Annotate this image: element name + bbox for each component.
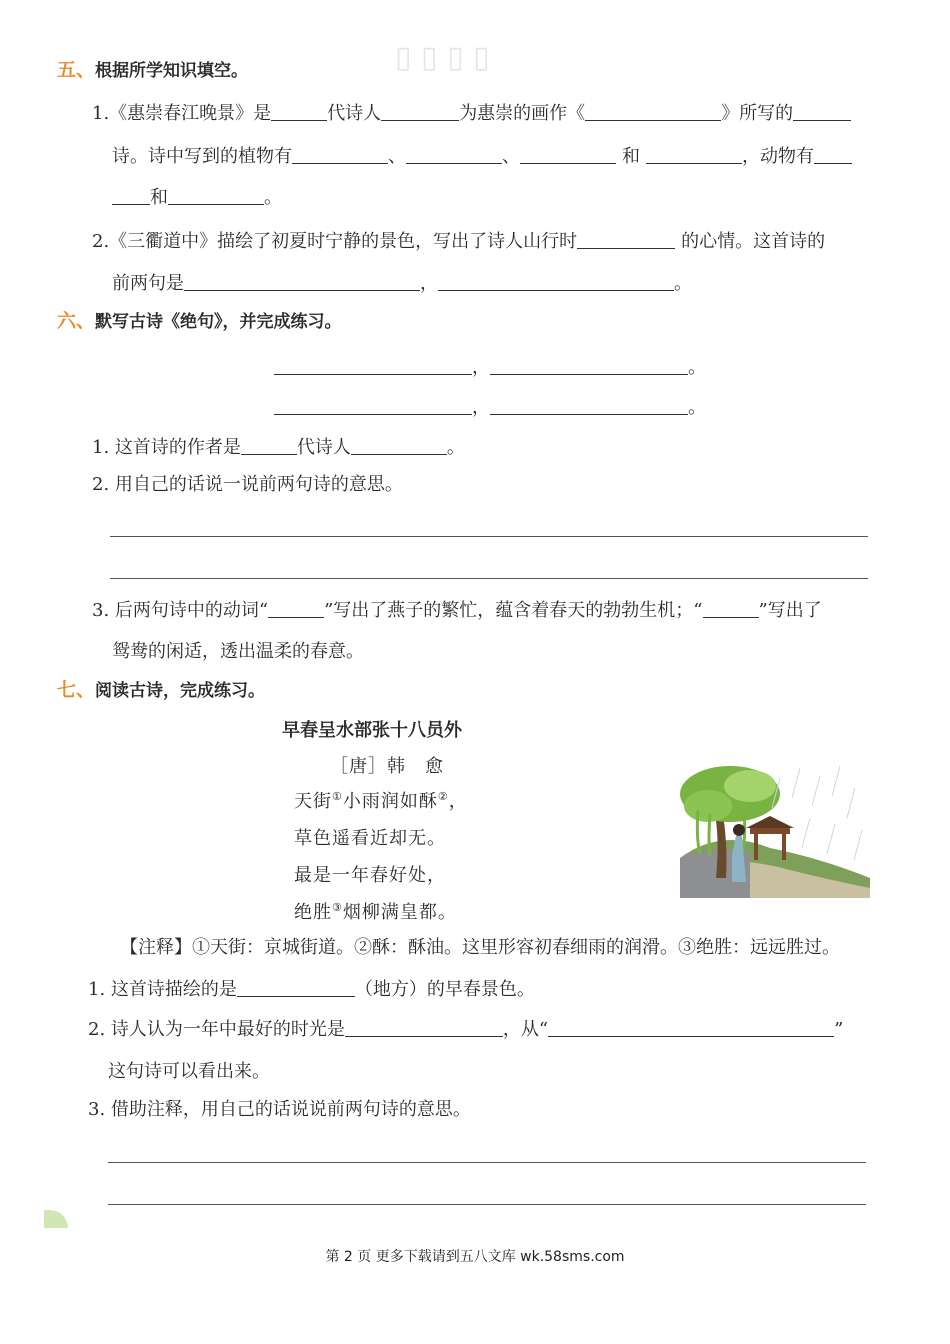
blank-verb-1[interactable] bbox=[268, 599, 324, 618]
poem-line-2: 草色遥看近却无。 bbox=[294, 828, 446, 849]
sec6-q1: 1. 这首诗的作者是 代诗人 。 bbox=[92, 437, 465, 458]
section-5-heading bbox=[57, 58, 248, 83]
answer-line-sec6-2[interactable] bbox=[110, 578, 868, 579]
poem-title: 早春呈水部张十八员外 bbox=[282, 720, 462, 741]
sec6-q3-line1: 3. 后两句诗中的动词“ ”写出了燕子的繁忙，蕴含着春天的勃勃生机；“ ”写出了 bbox=[92, 600, 822, 621]
blank-animal-1a[interactable] bbox=[814, 145, 852, 164]
sec6-q3-line2: 鸳鸯的闲适，透出温柔的春意。 bbox=[112, 641, 364, 662]
blank-line-1[interactable] bbox=[184, 272, 420, 291]
sec6-q2: 2. 用自己的话说一说前两句诗的意思。 bbox=[92, 474, 403, 495]
dictation-blank-4[interactable] bbox=[490, 396, 688, 415]
blank-place[interactable] bbox=[237, 978, 355, 997]
blank-mood[interactable] bbox=[577, 230, 675, 249]
answer-line-sec6-1[interactable] bbox=[110, 536, 868, 537]
blank-poet[interactable] bbox=[381, 102, 459, 121]
blank-poem-line[interactable] bbox=[548, 1018, 834, 1037]
dictation-blank-1[interactable] bbox=[274, 356, 472, 375]
blank-best-time[interactable] bbox=[345, 1018, 503, 1037]
blank-line-2[interactable] bbox=[438, 272, 674, 291]
blank-poem-type[interactable] bbox=[793, 102, 851, 121]
sec5-q2-line2: 前两句是 ， 。 bbox=[112, 273, 692, 294]
blank-plant-2[interactable] bbox=[406, 145, 502, 164]
sec5-q1-line2: 诗。诗中写到的植物有 、 、 和 ，动物有 bbox=[112, 145, 852, 169]
sec7-q3: 3. 借助注释，用自己的话说说前两句诗的意思。 bbox=[88, 1099, 471, 1120]
section-6-title: 默写古诗《绝句》，并完成练习。 bbox=[95, 312, 342, 332]
blank-sec6-poet[interactable] bbox=[351, 436, 447, 455]
blank-painting-name[interactable] bbox=[585, 102, 721, 121]
sec5-q1-line1: 1.《惠崇春江晚景》是 代诗人 为惠崇的画作《 》所写的 bbox=[92, 102, 851, 126]
sec7-q1: 1. 这首诗描绘的是 （地方）的早春景色。 bbox=[88, 979, 535, 1000]
poem-author: ［唐］韩 愈 bbox=[330, 756, 444, 777]
willow-rain-illustration bbox=[680, 758, 870, 898]
section-7-heading bbox=[57, 678, 265, 703]
answer-line-sec7-1[interactable] bbox=[108, 1162, 866, 1163]
blank-sec6-dynasty[interactable] bbox=[241, 436, 297, 455]
bleed-through-text: ▯ ▯ ▯ ▯ bbox=[395, 40, 490, 75]
dictation-blank-3[interactable] bbox=[274, 396, 472, 415]
poem-line-3: 最是一年春好处， bbox=[294, 865, 446, 886]
page-footer: 第 2 页 更多下载请到五八文库 wk.58sms.com bbox=[325, 1249, 625, 1265]
section-6-number: 六、 bbox=[57, 310, 96, 332]
blank-plant-4[interactable] bbox=[646, 145, 742, 164]
dictation-line-1: ， 。 bbox=[274, 356, 706, 380]
dictation-line-2: ， 。 bbox=[274, 396, 706, 420]
blank-animal-1b[interactable] bbox=[112, 186, 150, 205]
answer-line-sec7-2[interactable] bbox=[108, 1204, 866, 1205]
section-5-number: 五、 bbox=[57, 59, 96, 81]
sec7-q2-line2: 这句诗可以看出来。 bbox=[108, 1061, 270, 1082]
sec5-q1-line3: 和 。 bbox=[112, 186, 282, 210]
section-5-title: 根据所学知识填空。 bbox=[95, 61, 249, 81]
blank-animal-2[interactable] bbox=[168, 186, 264, 205]
blank-plant-3[interactable] bbox=[520, 145, 616, 164]
sec7-q2-line1: 2. 诗人认为一年中最好的时光是 ，从“ ” bbox=[88, 1019, 844, 1040]
poem-line-1: 天街①小雨润如酥②， bbox=[294, 790, 468, 812]
dictation-blank-2[interactable] bbox=[490, 356, 688, 375]
poem-notes: 【注释】①天街：京城街道。②酥：酥油。这里形容初春细雨的润滑。③绝胜：远远胜过。 bbox=[120, 937, 840, 958]
section-6-heading bbox=[57, 309, 342, 334]
page-corner-decoration bbox=[44, 1210, 68, 1228]
blank-dynasty[interactable] bbox=[271, 102, 327, 121]
blank-plant-1[interactable] bbox=[292, 145, 388, 164]
blank-verb-2[interactable] bbox=[703, 599, 759, 618]
sec5-q2-line1: 2.《三衢道中》描绘了初夏时宁静的景色，写出了诗人山行时 的心情。这首诗的 bbox=[92, 231, 826, 252]
poem-line-4: 绝胜③烟柳满皇都。 bbox=[294, 901, 457, 923]
section-7-title: 阅读古诗，完成练习。 bbox=[95, 681, 266, 701]
section-7-number: 七、 bbox=[57, 679, 96, 701]
